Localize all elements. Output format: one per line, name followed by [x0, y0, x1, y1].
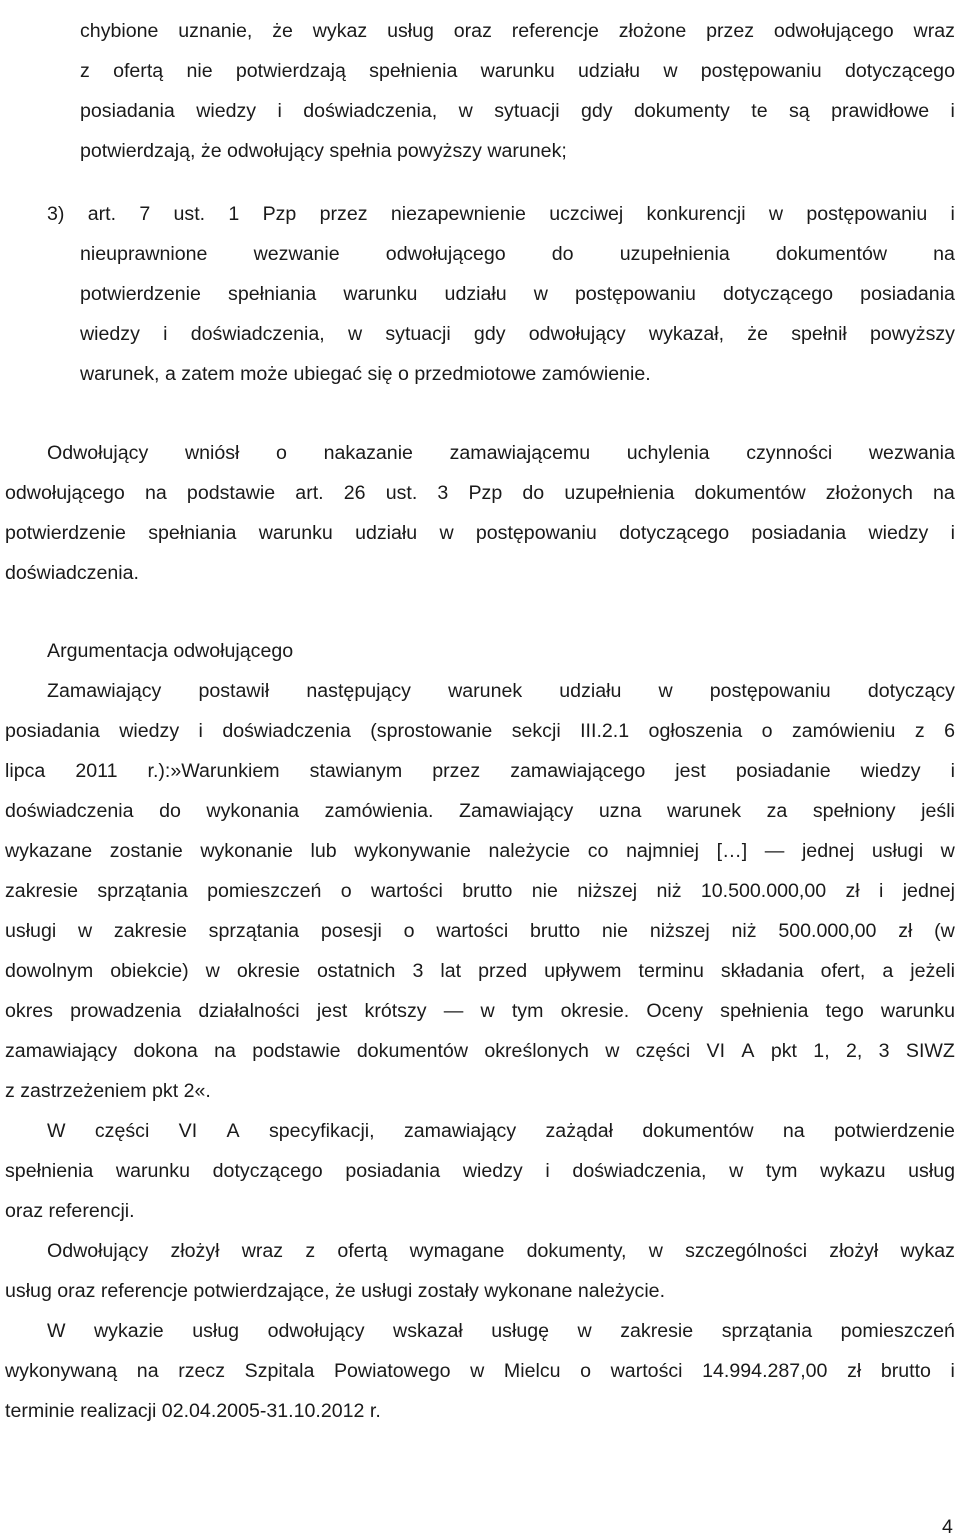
- text-line: wykonywaną na rzecz Szpitala Powiatowego w Mielcu o wartości 14.994.287,00 zł brutto i: [5, 1360, 955, 1382]
- page-number: 4: [942, 1516, 953, 1538]
- text-line: usługi w zakresie sprzątania posesji o wartości brutto nie niższej niż 500.000,00 zł (w: [5, 920, 955, 942]
- text-line: doświadczenia do wykonania zamówienia. Zamawiający uzna warunek za spełniony jeśli: [5, 800, 955, 822]
- text-line: Odwołujący złożył wraz z ofertą wymagane dokumenty, w szczególności złożył wykaz: [47, 1240, 955, 1262]
- text-line: dowolnym obiekcie) w okresie ostatnich 3 lat przed upływem terminu składania ofert, a jeżeli: [5, 960, 955, 982]
- text-line: zamawiający dokona na podstawie dokumentów określonych w części VI A pkt 1, 2, 3 SIWZ: [5, 1040, 955, 1062]
- text-line: nieuprawnione wezwanie odwołującego do uzupełnienia dokumentów na: [80, 243, 955, 265]
- text-line: zakresie sprzątania pomieszczeń o wartości brutto nie niższej niż 10.500.000,00 zł i jednej: [5, 880, 955, 902]
- text-line: Odwołujący wniósł o nakazanie zamawiającemu uchylenia czynności wezwania: [47, 442, 955, 464]
- text-line: posiadania wiedzy i doświadczenia (sprostowanie sekcji III.2.1 ogłoszenia o zamówieniu z 6: [5, 720, 955, 742]
- text-line: oraz referencji.: [5, 1200, 135, 1222]
- text-line: okres prowadzenia działalności jest krótszy — w tym okresie. Oceny spełnienia tego warunku: [5, 1000, 955, 1022]
- text-line: spełnienia warunku dotyczącego posiadania wiedzy i doświadczenia, w tym wykazu usług: [5, 1160, 955, 1182]
- text-line: odwołującego na podstawie art. 26 ust. 3 Pzp do uzupełnienia dokumentów złożonych na: [5, 482, 955, 504]
- text-line: Argumentacja odwołującego: [47, 640, 294, 662]
- text-line: z zastrzeżeniem pkt 2«.: [5, 1080, 211, 1102]
- text-line: potwierdzenie spełniania warunku udziału w postępowaniu dotyczącego posiadania: [80, 283, 955, 305]
- text-line: lipca 2011 r.):»Warunkiem stawianym przez zamawiającego jest posiadanie wiedzy i: [5, 760, 955, 782]
- text-line: potwierdzają, że odwołujący spełnia powyższy warunek;: [80, 140, 567, 162]
- text-line: Zamawiający postawił następujący warunek udziału w postępowaniu dotyczący: [47, 680, 955, 702]
- text-line: 3) art. 7 ust. 1 Pzp przez niezapewnienie uczciwej konkurencji w postępowaniu i: [47, 203, 955, 225]
- text-line: wiedzy i doświadczenia, w sytuacji gdy odwołujący wykazał, że spełnił powyższy: [80, 323, 955, 345]
- text-line: z ofertą nie potwierdzają spełnienia warunku udziału w postępowaniu dotyczącego: [80, 60, 955, 82]
- text-line: potwierdzenie spełniania warunku udziału w postępowaniu dotyczącego posiadania wiedzy i: [5, 522, 955, 544]
- text-line: warunek, a zatem może ubiegać się o przedmiotowe zamówienie.: [80, 363, 651, 385]
- text-line: doświadczenia.: [5, 562, 139, 584]
- text-line: W części VI A specyfikacji, zamawiający zażądał dokumentów na potwierdzenie: [47, 1120, 955, 1142]
- text-line: W wykazie usług odwołujący wskazał usługę w zakresie sprzątania pomieszczeń: [47, 1320, 955, 1342]
- text-line: usług oraz referencje potwierdzające, że usługi zostały wykonane należycie.: [5, 1280, 666, 1302]
- text-line: wykazane zostanie wykonanie lub wykonywanie należycie co najmniej […] — jednej usługi w: [5, 840, 955, 862]
- text-line: terminie realizacji 02.04.2005-31.10.2012 r.: [5, 1400, 381, 1422]
- text-line: chybione uznanie, że wykaz usług oraz referencje złożone przez odwołującego wraz: [80, 20, 955, 42]
- text-line: posiadania wiedzy i doświadczenia, w sytuacji gdy dokumenty te są prawidłowe i: [80, 100, 955, 122]
